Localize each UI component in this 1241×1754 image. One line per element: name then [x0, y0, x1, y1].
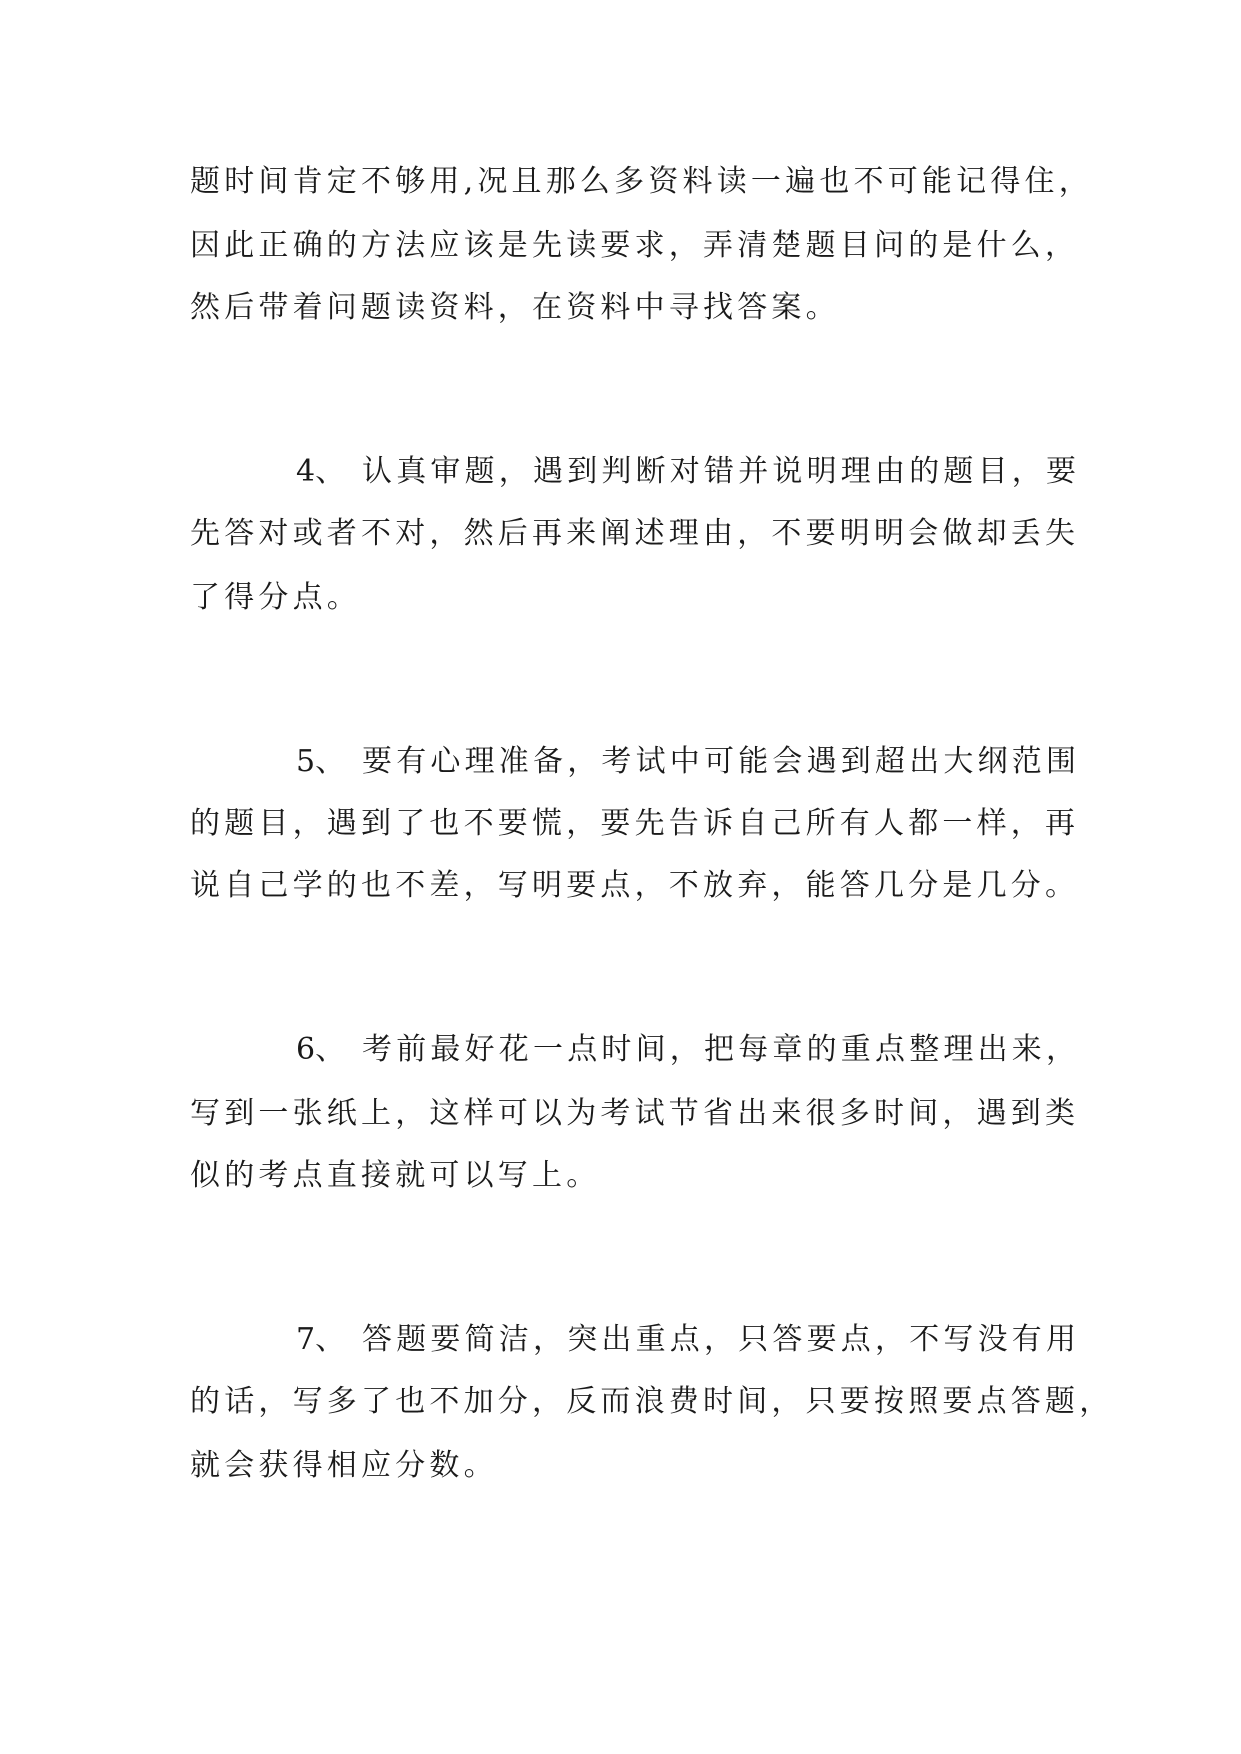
paragraph-text: 认真审题，遇到判断对错并说明理由的题目，要 [362, 454, 1081, 489]
paragraph-line [296, 742, 1080, 782]
paragraph-line: 然后带着问题读资料，在资料中寻找答案。 [190, 290, 840, 325]
paragraph-line: 因此正确的方法应该是先读要求，弄清楚题目问的是什么， [190, 228, 1080, 263]
item-number: 7、 [296, 1322, 346, 1357]
paragraph-line [296, 1320, 1080, 1360]
paragraph-line: 题时间肯定不够用,况且那么多资料读一遍也不可能记得住， [190, 164, 1093, 199]
paragraph-line: 了得分点。 [190, 580, 361, 615]
paragraph-line [296, 452, 1080, 492]
paragraph-line: 似的考点直接就可以写上。 [190, 1158, 601, 1193]
item-number: 6、 [296, 1032, 346, 1067]
paragraph-line: 就会获得相应分数。 [190, 1448, 498, 1483]
paragraph-line: 写到一张纸上，这样可以为考试节省出来很多时间，遇到类 [190, 1096, 1080, 1131]
paragraph-line: 的话，写多了也不加分，反而浪费时间，只要按照要点答题， [190, 1384, 1114, 1419]
paragraph-text: 答题要简洁，突出重点，只答要点，不写没有用 [362, 1322, 1081, 1357]
paragraph-text: 要有心理准备，考试中可能会遇到超出大纲范围 [362, 744, 1081, 779]
paragraph-line [296, 1030, 1080, 1070]
paragraph-text: 考前最好花一点时间，把每章的重点整理出来， [362, 1032, 1081, 1067]
paragraph-line: 的题目，遇到了也不要慌，要先告诉自己所有人都一样，再 [190, 806, 1080, 841]
paragraph-line: 说自己学的也不差，写明要点，不放弃，能答几分是几分。 [190, 868, 1080, 903]
paragraph-line: 先答对或者不对，然后再来阐述理由，不要明明会做却丢失 [190, 516, 1080, 551]
item-number: 5、 [296, 744, 346, 779]
item-number: 4、 [296, 454, 346, 489]
